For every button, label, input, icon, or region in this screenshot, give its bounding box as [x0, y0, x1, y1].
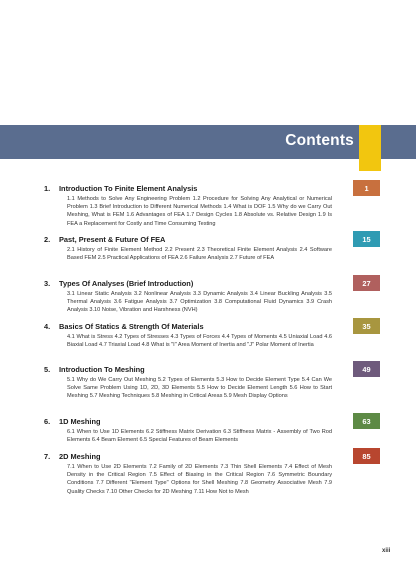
page-number-badge[interactable]: 35 — [353, 318, 380, 334]
chapter-number: 4. — [44, 322, 51, 331]
page-number-badge[interactable]: 63 — [353, 413, 380, 429]
chapter-title[interactable]: 1D Meshing — [59, 417, 101, 426]
chapter-title[interactable]: Introduction To Finite Element Analysis — [59, 184, 198, 193]
chapter-sections: 1.1 Methods to Solve Any Engineering Problem 1.2 Procedure for Solving Any Analytical or Numerical Problem 1.3 Brief Introduction to Different Numerical Methods 1.4 What is DOF 1.5 Why do we Carry Out Meshing, What is FEM 1.6 Advantages of FEA 1.7 Design Cycles 1.8 Absolute vs. Relative Design 1.9 Is FEA a Replacement for Costly and Time Consuming Testing — [67, 196, 332, 227]
chapter-sections: 7.1 When to Use 2D Elements 7.2 Family of 2D Elements 7.3 Thin Shell Elements 7.4 Effect of Mesh Density in the Critical Region 7.5 Effect of Biasing in the Critical Region 7.6 Symmetric Boundary Conditions 7.7 Different "Element Type" Options for Shell Meshing 7.8 Geometry Associative Mesh 7.9 Quality Checks 7.10 Other Checks for 2D Meshing 7.11 How Not to Mesh — [67, 464, 332, 495]
chapter-title[interactable]: Types Of Analyses (Brief Introduction) — [59, 279, 194, 288]
page-number-badge[interactable]: 49 — [353, 361, 380, 377]
page-number-badge[interactable]: 15 — [353, 231, 380, 247]
chapter-number: 5. — [44, 365, 51, 374]
chapter-sections: 4.1 What is Stress 4.2 Types of Stresses 4.3 Types of Forces 4.4 Types of Moments 4.5 Uniaxial Load 4.6 Biaxial Load 4.7 Triaxial Load 4.8 What is "I" Area Moment of Inertia and "J" Polar Moment of Inertia — [67, 334, 332, 349]
page-number-badge[interactable]: 85 — [353, 448, 380, 464]
chapter-title[interactable]: Basics Of Statics & Strength Of Materials — [59, 322, 204, 331]
chapter-number: 2. — [44, 235, 51, 244]
chapter-title[interactable]: 2D Meshing — [59, 452, 101, 461]
chapter-number: 3. — [44, 279, 51, 288]
page-title: Contents — [285, 132, 354, 149]
chapter-number: 6. — [44, 417, 51, 426]
chapter-sections: 5.1 Why do We Carry Out Meshing 5.2 Types of Elements 5.3 How to Decide Element Type 5.4 Can We Solve Same Problem Using 1D, 2D, 3D Elements 5.5 How to Decide Element Length 5.6 How to Start Meshing 5.7 Meshing Techniques 5.8 Meshing in Critical Areas 5.9 Mesh Display Options — [67, 377, 332, 400]
chapter-sections: 3.1 Linear Static Analysis 3.2 Nonlinear Analysis 3.3 Dynamic Analysis 3.4 Linear Buckling Analysis 3.5 Thermal Analysis 3.6 Fatigue Analysis 3.7 Optimization 3.8 Computational Fluid Dynamics 3.9 Crash Analysis 3.10 Noise, Vibration and Harshness (NVH) — [67, 291, 332, 314]
page-number-badge[interactable]: 27 — [353, 275, 380, 291]
chapter-number: 7. — [44, 452, 51, 461]
folio-page-number: xiii — [382, 548, 391, 554]
chapter-sections: 6.1 When to Use 1D Elements 6.2 Stiffness Matrix Derivation 6.3 Stiffness Matrix - Assembly of Two Rod Elements 6.4 Beam Element 6.5 Special Features of Beam Elements — [67, 429, 332, 444]
chapter-title[interactable]: Past, Present & Future Of FEA — [59, 235, 166, 244]
chapter-title[interactable]: Introduction To Meshing — [59, 365, 145, 374]
chapter-sections: 2.1 History of Finite Element Method 2.2 Present 2.3 Theoretical Finite Element Analysis 2.4 Software Based FEM 2.5 Practical Applications of FEA 2.6 Failure Analysis 2.7 Future of FEA — [67, 247, 332, 262]
chapter-number: 1. — [44, 184, 51, 193]
page-number-badge[interactable]: 1 — [353, 180, 380, 196]
